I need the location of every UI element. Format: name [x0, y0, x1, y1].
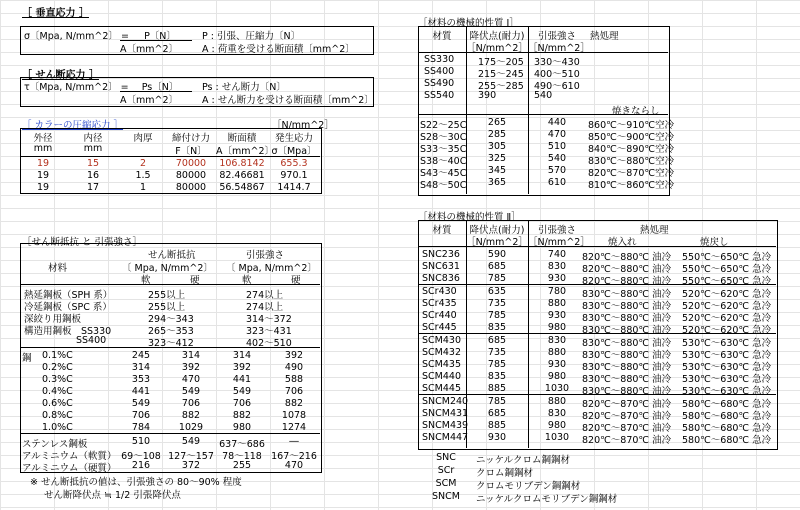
strength-carbon-label: 鋼: [22, 353, 32, 364]
mech1-tensile: 610: [547, 177, 567, 188]
collar-subheader: mm: [83, 143, 103, 154]
mech2-yield: 635: [487, 286, 507, 297]
mech2-temper: 520℃～620℃ 急冷: [682, 325, 772, 336]
mech1-yield: 265: [487, 117, 507, 128]
mech2-material: SCr435: [422, 298, 457, 309]
mech1-material: SS490: [424, 78, 455, 89]
vertical-desc-a: A : 荷重を受ける断面積〔mm^2〕: [202, 44, 355, 55]
mech1-tensile: 490～610: [534, 81, 580, 92]
strength-header-tensile: 引張強さ: [246, 250, 285, 261]
mech1-yield: 285: [487, 129, 507, 140]
mech2-temper: 530℃～630℃ 急冷: [682, 338, 772, 349]
strength-cell: 69～108: [121, 451, 161, 462]
mech2-yield: 685: [487, 261, 507, 272]
mech2-material: SCM435: [422, 359, 461, 370]
strength-shear-value: 323～412: [148, 338, 194, 349]
shear-lhs: τ〔Mpa, N/mm^2〕 =: [24, 82, 129, 93]
strength-cell: 392: [284, 350, 304, 361]
mech1-heat-treatment: 860℃～910℃空冷: [588, 120, 675, 131]
mech2-yield: 685: [487, 335, 507, 346]
strength-cell: ―: [289, 436, 299, 447]
strength-cell: 549: [232, 386, 252, 397]
mech1-header-unit: ［N/mm^2］: [528, 43, 590, 54]
strength-cell: 1078: [281, 410, 307, 421]
mech2-material: SCr440: [422, 310, 457, 321]
mech2-tensile: 740: [547, 249, 567, 260]
strength-tensile-value: 323～431: [246, 326, 292, 337]
mech2-yield: 735: [487, 298, 507, 309]
collar-header: 肉厚: [133, 133, 153, 144]
mech1-header: 降伏点(耐力): [469, 31, 525, 42]
mech2-tensile: 830: [547, 261, 567, 272]
mech2-quench: 830℃～880℃ 油冷: [582, 301, 672, 312]
mech1-header: 引張強さ: [537, 31, 576, 42]
mech2-material: SNCM439: [422, 420, 469, 431]
strength-cell: 980: [232, 422, 252, 433]
mech1-header-unit: ［N/mm^2］: [466, 43, 528, 54]
mech1-heat-treatment: 840℃～890℃空冷: [588, 144, 675, 155]
mech2-temper: 580℃～680℃ 急冷: [682, 399, 772, 410]
collar-cell: 19: [36, 170, 50, 181]
mech1-yield: 325: [487, 153, 507, 164]
strength-cell: 353: [131, 374, 151, 385]
strength-material: SS400: [76, 335, 107, 346]
strength-cell: 1029: [178, 422, 204, 433]
strength-cell: 549: [131, 398, 151, 409]
vertical-desc-p: P : 引張、圧縮力〔N〕: [202, 31, 301, 42]
vertical-denominator: A〔mm^2〕: [120, 44, 179, 55]
mech1-yield: 305: [487, 141, 507, 152]
strength-cell: 549: [181, 386, 201, 397]
mech2-yield: 885: [487, 420, 507, 431]
strength-cell: 549: [181, 436, 201, 447]
mech1-tensile: 570: [547, 165, 567, 176]
mech2-quench: 820℃～870℃ 油冷: [582, 423, 672, 434]
shear-numerator: Ps〔N〕: [141, 82, 179, 93]
strength-material: ステンレス鋼板: [22, 439, 88, 450]
mech2-header: 降伏点(耐力): [469, 225, 525, 236]
mech1-yield: 175～205: [478, 57, 524, 68]
strength-cell: 706: [284, 386, 304, 397]
mech2-temper: 530℃～630℃ 急冷: [682, 362, 772, 373]
mech1-header: 材質: [432, 31, 452, 42]
mech2-quench: 820℃～880℃ 油冷: [582, 264, 672, 275]
mech2-quench: 830℃～880℃ 油冷: [582, 362, 672, 373]
mech2-tensile: 780: [547, 286, 567, 297]
strength-header-hard: 硬: [190, 275, 200, 286]
mech1-tensile: 330～430: [534, 57, 580, 68]
mech2-title: ［材料の機械的性質 Ⅱ］: [418, 212, 521, 223]
mech1-heat-treatment: 830℃～880℃空冷: [588, 156, 675, 167]
mech2-temper: 550℃～650℃ 急冷: [682, 276, 772, 287]
mech2-yield: 885: [487, 383, 507, 394]
strength-tensile-value: 402～510: [246, 338, 292, 349]
mech2-material: SNCM240: [422, 396, 469, 407]
strength-cell: 588: [284, 374, 304, 385]
mech1-yield: 365: [487, 177, 507, 188]
mech1-material: SS330: [424, 54, 455, 65]
mech2-yield: 785: [487, 310, 507, 321]
strength-cell: 706: [131, 410, 151, 421]
mech1-material: S43～45C: [420, 168, 467, 179]
strength-cell: 441: [131, 386, 151, 397]
mech2-header-temper: 焼戻し: [700, 237, 729, 248]
mech2-legend-code: SCr: [437, 465, 455, 476]
mech2-yield: 930: [487, 432, 507, 443]
strength-cell: 245: [131, 350, 151, 361]
mech1-tensile: 400～510: [534, 69, 580, 80]
strength-note-1: ※ せん断抵抗の値は、引張強さの 80～90% 程度: [30, 477, 242, 488]
strength-cell: 706: [232, 398, 252, 409]
collar-cell: 2: [139, 158, 147, 169]
mech2-material: SNCM431: [422, 408, 469, 419]
mech2-quench: 830℃～880℃ 油冷: [582, 289, 672, 300]
collar-cell: 70000: [175, 158, 207, 169]
mech2-temper: 520℃～620℃ 急冷: [682, 313, 772, 324]
strength-shear-value: 294～343: [148, 314, 194, 325]
strength-cell: 441: [232, 374, 252, 385]
mech2-tensile: 1030: [544, 432, 570, 443]
strength-header-shear-unit: 〔 Mpa, N/mm^2〕: [122, 263, 213, 274]
strength-cell: 470: [181, 374, 201, 385]
strength-cell: 167～216: [271, 451, 317, 462]
mech1-title: ［材料の機械的性質 Ⅰ］: [418, 18, 519, 29]
mech2-tensile: 930: [547, 359, 567, 370]
strength-material: 熱延鋼板（SPH 系）: [24, 290, 113, 301]
shear-denominator: A〔mm^2〕: [120, 95, 179, 106]
mech2-tensile: 880: [547, 347, 567, 358]
mech2-quench: 830℃～880℃ 油冷: [582, 325, 672, 336]
mech2-temper: 520℃～620℃ 急冷: [682, 289, 772, 300]
collar-header: 内径: [83, 133, 103, 144]
mech2-yield: 685: [487, 408, 507, 419]
strength-material: アルミニウム（硬質）: [22, 463, 117, 474]
mech2-tensile: 980: [547, 420, 567, 431]
strength-material: アルミニウム（軟質）: [22, 451, 117, 462]
strength-cell: 637～686: [219, 439, 265, 450]
collar-cell: 80000: [175, 182, 207, 193]
strength-carbon-grade: 0.3%C: [42, 374, 73, 385]
strength-cell: 314: [181, 350, 201, 361]
strength-cell: 882: [181, 410, 201, 421]
collar-cell: 82.46681: [219, 170, 265, 181]
mech2-temper: 530℃～630℃ 急冷: [682, 374, 772, 385]
strength-shear-value: 265～353: [148, 326, 194, 337]
strength-cell: 392: [232, 362, 252, 373]
mech1-heat-treatment: 850℃～900℃空冷: [588, 132, 675, 143]
mech1-heat-treatment: 810℃～860℃空冷: [588, 180, 675, 191]
mech1-yield: 345: [487, 165, 507, 176]
mech2-material: SCM430: [422, 335, 461, 346]
mech1-header: 熱処理: [590, 31, 619, 42]
shear-desc-ps: Ps : せん断力〔N〕: [202, 82, 286, 93]
strength-cell: 216: [131, 460, 151, 471]
mech2-yield: 785: [487, 359, 507, 370]
strength-header-soft2: 軟: [242, 275, 252, 286]
mech2-tensile: 830: [547, 408, 567, 419]
shear-desc-a: A : せん断力を受ける断面積〔mm^2〕: [202, 95, 374, 106]
strength-title: ［せん断抵抗 と 引張強さ］: [22, 237, 143, 248]
mech2-header: 引張強さ: [537, 225, 576, 236]
strength-carbon-grade: 0.6%C: [42, 398, 73, 409]
mech1-material: S33～35C: [420, 144, 467, 155]
rule: [418, 394, 776, 395]
mech2-temper: 530℃～630℃ 急冷: [682, 386, 772, 397]
mech2-yield: 735: [487, 347, 507, 358]
strength-cell: 127～157: [168, 451, 214, 462]
mech2-material: SNC236: [422, 249, 460, 260]
mech2-tensile: 930: [547, 273, 567, 284]
mech2-material: SCM432: [422, 347, 461, 358]
strength-header-shear: せん断抵抗: [148, 250, 196, 261]
rule: [418, 52, 668, 53]
mech2-quench: 830℃～880℃ 油冷: [582, 386, 672, 397]
collar-subheader: F〔N〕: [175, 146, 207, 157]
mech2-legend-code: SNC: [436, 452, 456, 463]
mech1-material: SS400: [424, 66, 455, 77]
mech2-material: SCM445: [422, 383, 461, 394]
strength-material: 深絞り用鋼板: [24, 314, 82, 325]
mech2-legend-name: ニッケルクロムモリブデン鋼鋼材: [476, 494, 618, 505]
strength-tensile-value: 274以上: [246, 302, 284, 313]
mech2-header: 材質: [432, 225, 452, 236]
mech2-yield: 835: [487, 371, 507, 382]
mech2-material: SNC836: [422, 273, 460, 284]
mech2-quench: 820℃～870℃ 油冷: [582, 411, 672, 422]
collar-header: 外径: [33, 133, 53, 144]
collar-cell: 1.5: [135, 170, 151, 181]
mech2-quench: 820℃～870℃ 油冷: [582, 399, 672, 410]
strength-header-rule: [20, 284, 320, 285]
mech2-material: SNCM447: [422, 432, 469, 443]
mech2-header-quench: 焼入れ: [608, 237, 637, 248]
mech2-tensile: 930: [547, 310, 567, 321]
mech2-quench: 820℃～880℃ 油冷: [582, 276, 672, 287]
strength-header-hard2: 硬: [291, 275, 301, 286]
mech2-quench: 830℃～880℃ 油冷: [582, 374, 672, 385]
strength-cell: 510: [131, 436, 151, 447]
mech2-material: SCr445: [422, 322, 457, 333]
collar-cell: 1: [139, 182, 147, 193]
mech2-tensile: 880: [547, 298, 567, 309]
mech2-quench: 820℃～870℃ 油冷: [582, 435, 672, 446]
strength-header-soft: 軟: [141, 275, 151, 286]
collar-cell: 15: [86, 158, 100, 169]
strength-tensile-value: 314～372: [246, 314, 292, 325]
mech1-normalize-label: 焼きならし: [612, 106, 660, 117]
shear-stress-title: ［ せん断応力 ］: [22, 70, 99, 81]
mech2-tensile: 980: [547, 322, 567, 333]
strength-cell: 490: [284, 362, 304, 373]
strength-cell: 882: [284, 398, 304, 409]
mech2-temper: 580℃～680℃ 急冷: [682, 411, 772, 422]
collar-cell: 16: [86, 170, 100, 181]
mech1-tensile: 470: [547, 129, 567, 140]
strength-carbon-grade: 1.0%C: [42, 422, 73, 433]
strength-cell: 784: [131, 422, 151, 433]
strength-cell: 470: [284, 460, 304, 471]
mech2-yield: 835: [487, 322, 507, 333]
collar-cell: 106.8142: [219, 158, 265, 169]
mech1-tensile: 540: [534, 90, 553, 101]
mech2-material: SCr430: [422, 286, 457, 297]
strength-cell: 372: [181, 460, 201, 471]
collar-subheader: mm: [33, 143, 53, 154]
collar-subheader: A〔mm^2〕: [216, 146, 275, 157]
strength-note-2: せん断降伏点 ≒ 1/2 引張降伏点: [44, 490, 181, 501]
strength-header-material: 材料: [48, 263, 68, 274]
strength-cell: 1274: [281, 422, 307, 433]
strength-carbon-grade: 0.4%C: [42, 386, 73, 397]
strength-shear-value: 255以上: [148, 290, 186, 301]
collar-cell: 19: [36, 182, 50, 193]
strength-material: 冷延鋼板（SPC 系）: [24, 302, 112, 313]
mech2-temper: 520℃～620℃ 急冷: [682, 301, 772, 312]
collar-cell: 1414.7: [277, 182, 311, 193]
mech2-tensile: 880: [547, 396, 567, 407]
collar-title: ［ カラーの圧縮応力 ］: [22, 120, 124, 131]
mech2-quench: 820℃～880℃ 油冷: [582, 252, 672, 263]
mech1-material: S48～50C: [420, 180, 467, 191]
strength-material: 構造用鋼板 SS330: [24, 326, 112, 337]
mech1-tensile: 510: [547, 141, 567, 152]
mech2-legend-name: ニッケルクロム鋼鋼材: [476, 455, 570, 466]
strength-cell: 314: [131, 362, 151, 373]
mech2-temper: 550℃～650℃ 急冷: [682, 252, 772, 263]
mech2-material: SNC631: [422, 261, 460, 272]
mech1-material: SS540: [424, 90, 455, 101]
strength-cell: 255: [232, 460, 252, 471]
mech2-quench: 830℃～880℃ 油冷: [582, 313, 672, 324]
mech1-yield: 390: [478, 90, 497, 101]
mech2-header-unit: ［N/mm^2］: [466, 237, 528, 248]
mech2-tensile: 980: [547, 371, 567, 382]
mech2-temper: 580℃～680℃ 急冷: [682, 435, 772, 446]
mech1-material: S28～30C: [420, 132, 467, 143]
mech1-tensile: 540: [547, 153, 567, 164]
rule: [418, 246, 776, 247]
strength-cell: 314: [232, 350, 252, 361]
mech2-material: SCM440: [422, 371, 461, 382]
strength-cell: 882: [232, 410, 252, 421]
rule: [20, 433, 320, 434]
mech2-legend-code: SCM: [435, 478, 457, 489]
strength-tensile-value: 274以上: [246, 290, 284, 301]
mech2-temper: 550℃～650℃ 急冷: [682, 264, 772, 275]
mech2-legend-code: SNCM: [432, 491, 460, 502]
rule: [418, 333, 776, 334]
vertical-numerator: P〔N〕: [144, 31, 176, 42]
mech2-quench: 830℃～880℃ 油冷: [582, 338, 672, 349]
rule: [20, 347, 320, 348]
mech2-quench: 830℃～880℃ 油冷: [582, 350, 672, 361]
rule: [418, 284, 776, 285]
rule: [418, 114, 668, 115]
strength-cell: 392: [181, 362, 201, 373]
mech2-yield: 590: [487, 249, 507, 260]
mech2-tensile: 1030: [544, 383, 570, 394]
mech2-header-unit: ［N/mm^2］: [528, 237, 590, 248]
mech2-legend-name: クロムモリブデン鋼鋼材: [476, 481, 581, 492]
mech2-legend-name: クロム鋼鋼材: [476, 468, 534, 479]
mech1-yield: 215～245: [478, 69, 524, 80]
mech1-yield: 255～285: [478, 81, 524, 92]
collar-cell: 56.54867: [219, 182, 265, 193]
collar-header: 断面積: [227, 133, 257, 144]
strength-cell: 78～118: [222, 451, 262, 462]
collar-cell: 17: [86, 182, 100, 193]
collar-unit: ［N/mm^2］: [272, 120, 334, 131]
strength-shear-value: 255以上: [148, 302, 186, 313]
collar-subheader: σ〔Mpa〕: [271, 146, 317, 157]
collar-cell: 970.1: [280, 170, 308, 181]
mech2-yield: 785: [487, 396, 507, 407]
vertical-stress-title: ［ 垂直応力 ］: [22, 8, 89, 19]
mech2-yield: 785: [487, 273, 507, 284]
rule: [20, 156, 320, 157]
mech2-temper: 530℃～630℃ 急冷: [682, 350, 772, 361]
mech2-temper: 580℃～680℃ 急冷: [682, 423, 772, 434]
mech2-header: 熱処理: [640, 225, 669, 236]
mech1-material: S38～40C: [420, 156, 467, 167]
strength-carbon-grade: 0.1%C: [42, 350, 73, 361]
mech1-heat-treatment: 820℃～870℃空冷: [588, 168, 675, 179]
mech1-material: S22～25C: [420, 120, 467, 131]
collar-cell: 80000: [175, 170, 207, 181]
collar-header: 締付け力: [171, 133, 210, 144]
collar-header: 発生応力: [274, 133, 313, 144]
collar-cell: 655.3: [280, 158, 308, 169]
strength-carbon-grade: 0.2%C: [42, 362, 73, 373]
mech1-tensile: 440: [547, 117, 567, 128]
strength-cell: 706: [181, 398, 201, 409]
collar-cell: 19: [36, 158, 50, 169]
strength-header-tensile-unit: 〔 Mpa, N/mm^2〕: [226, 263, 317, 274]
strength-carbon-grade: 0.8%C: [42, 410, 73, 421]
vertical-lhs: σ〔Mpa, N/mm^2〕 =: [24, 31, 129, 42]
mech2-tensile: 830: [547, 335, 567, 346]
